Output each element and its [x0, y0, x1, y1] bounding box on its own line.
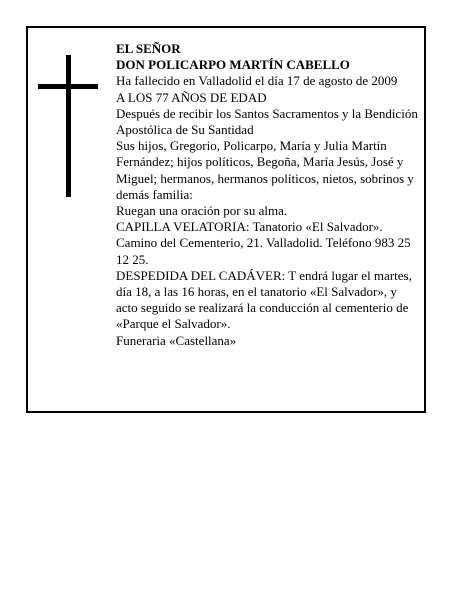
- deceased-name: DON POLICARPO MARTÍN CABELLO: [116, 57, 350, 73]
- age-at-death: A LOS 77 AÑOS DE EDAD: [116, 89, 267, 105]
- heading-title: EL SEÑOR: [116, 41, 181, 56]
- prayer-request: Ruegan una oración por su alma.: [116, 203, 288, 219]
- sacraments-text: Después de recibir los Santos Sacramentos y la Bendición Apostólica de Su Santidad: [116, 105, 418, 138]
- obituary-notice-frame: [26, 26, 426, 413]
- cross-horizontal-bar: [38, 84, 98, 89]
- death-announcement: Ha fallecido en Valladolid el día 17 de agosto de 2009: [116, 73, 398, 89]
- family-list: Sus hijos, Gregorio, Policarpo, María y Julia Martín Fernández; hijos políticos, Begoña, María Jesús, José y Miguel; hermanos, hermanos políticos, nietos, sobrinos y demás familia:: [116, 138, 414, 202]
- latin-cross-icon: [38, 55, 98, 197]
- funeral-home: Funeraria «Castellana»: [116, 332, 237, 348]
- farewell-info: DESPEDIDA DEL CADÁVER: T endrá lugar el martes, día 18, a las 16 horas, en el tanatorio «El Salvador», y acto seguido se realizará la conducción al cementerio de «Parque el Salvador».: [116, 267, 412, 332]
- cross-vertical-bar: [66, 55, 71, 197]
- obituary-text: [116, 41, 418, 349]
- chapel-info: CAPILLA VELATORIA: Tanatorio «El Salvador». Camino del Cementerio, 21. Valladolid. Teléfono 983 25 12 25.: [116, 219, 411, 267]
